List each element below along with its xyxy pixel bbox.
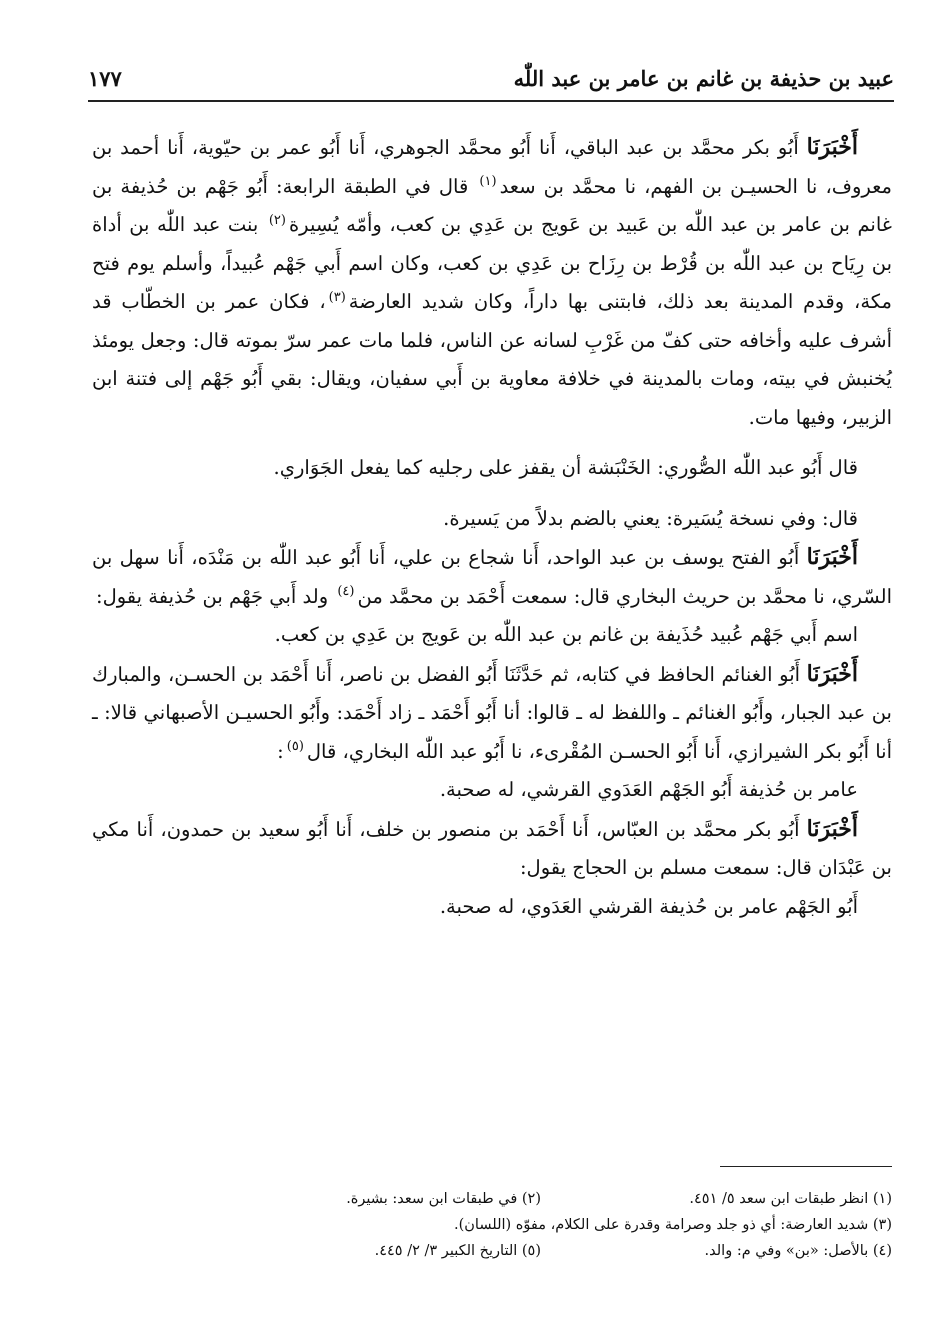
footnote-ref-1: (١) (479, 174, 497, 189)
paragraph-6 (92, 655, 892, 772)
footnote-row (190, 1186, 892, 1212)
paragraph-text: أَبُو بكر محمَّد بن العبّاس، أَنا أَحْمَد بن منصور بن خلف، أَنا أَبُو سعيد بن حمدون، أَنا مكي بن عَبْدَان قال: سمعت مسلم بن الحجاج يقول: (92, 817, 892, 879)
footnote-5: (٥) التاريخ الكبير ٣/ ٢/ ٤٤٥. (374, 1243, 541, 1259)
main-text (92, 128, 892, 926)
paragraph-text: بنت عبد اللّٰه بن أداة بن رِيَاح بن عبد اللّٰه بن قُرْط بن رِزَاح بن عَدِي بن كعب، وكان اسم أَبي جَهْم عُبيداً، وأسلم يوم فتح مكة، وقدم المدينة بعد ذلك، فابتنى بها داراً، وكان شديد العارضة (92, 213, 892, 313)
header-title: عبيد بن حذيفة بن غانم بن عامر بن عبد اللّٰه (513, 66, 894, 91)
paragraph-text: أَبُو الفتح يوسف بن عبد الواحد، أَنا شجاع بن علي، أَنا أَبُو عبد اللّٰه بن مَنْدَه، أَنا سهل بن السّري، نا محمَّد بن حريث البخاري قال: سمعت أَحْمَد بن محمَّد من (92, 546, 892, 608)
page-number: ١٧٧ (88, 66, 122, 91)
footnote-2: (٢) في طبقات ابن سعد: بشيرة. (346, 1191, 541, 1207)
footnote-4: (٤) بالأصل: «بن» وفي م: والد. (704, 1243, 892, 1259)
footnote-separator (720, 1166, 892, 1167)
paragraph-3: قال: وفي نسخة يُسَيرة: يعني بالضم بدلاً من يَسيرة. (443, 506, 858, 530)
paragraph-9: أَبُو الجَهْم عامر بن حُذيفة القرشي العَدَوي، له صحبة. (439, 894, 858, 918)
paragraph-8 (92, 810, 892, 888)
footnote-ref-4: (٤) (337, 584, 355, 599)
footnote-ref-5: (٥) (286, 739, 304, 754)
footnote-row (190, 1238, 892, 1264)
paragraph-text: : (277, 739, 284, 763)
paragraph-7: عامر بن حُذيفة أَبُو الجَهْم العَدَوي القرشي، له صحبة. (439, 778, 858, 801)
paragraph-1 (92, 128, 892, 437)
paragraph-4 (92, 538, 892, 616)
akhbarana-keyword: أَخْبَرَنَا (806, 134, 858, 160)
footnote-ref-3: (٣) (328, 289, 346, 305)
akhbarana-keyword: أَخْبَرَنَا (806, 544, 858, 570)
paragraph-5: اسم أَبي جَهْم عُبيد حُذَيفة بن غانم بن عبد اللّٰه بن عَويج بن عَدِي بن كعب. (274, 623, 858, 646)
paragraph-text: أَبُو الغنائم الحافظ في كتابه، ثم حَدَّثَنَا أَبُو الفضل بن ناصر، أَنا أَحْمَد بن الحسـن، والمبارك بن عبد الجبار، وأَبُو الغنائم ـ واللفظ له ـ قالوا: أنا أَبُو أَحْمَد ـ زاد أَحْمَد: وأَبُو الحسيـن الأصبهاني قالا: ـ أنا أَبُو بكر الشيرازي، أَنا أَبُو الحسـن المُقْرىء، نا أَبُو عبد اللّٰه البخاري، قال (92, 662, 892, 763)
footnote-row (190, 1212, 892, 1238)
footnote-ref-2: (٢) (268, 212, 286, 228)
footnote-1: (١) انظر طبقات ابن سعد ٥/ ٤٥١. (689, 1191, 892, 1207)
footnote-3: (٣) شديد العارضة: أي ذو جلد وصرامة وقدرة على الكلام، مفوّه (اللسان). (454, 1217, 892, 1233)
paragraph-text: ولد أَبي جَهْم بن حُذيفة يقول: (96, 584, 335, 608)
paragraph-text: ، فكان عمر بن الخطّاب قد أشرف عليه وأخافه حتى كفّ من غَرْبِ لسانه عن الناس، فلما مات عمر سرّ بموته قال: وجعل يومئذ يُخنبش في بيته، ومات بالمدينة في خلافة معاوية بن أَبي سفيان، ويقال: بقي أَبُو جَهْم إلى فتنة ابن الزبير، وفيها مات. (92, 290, 892, 429)
paragraph-text: أَبُو بكر محمَّد بن عبد الباقي، أَنا أَبُو محمَّد الجوهري، أَنا أَبُو عمر بن حيّوية، أَنا أحمد بن معروف، نا الحسيـن بن الفهم، نا محمَّد بن سعد (92, 136, 892, 198)
paragraph-text: قال في الطبقة الرابعة: أَبُو جَهْم بن حُذيفة بن غانم بن عامر بن عبد اللّٰه بن عَبيد بن عَويج بن عَدِي بن كعب، وأمّه يُسِيرة (92, 174, 892, 236)
akhbarana-keyword: أَخْبَرَنَا (806, 660, 858, 687)
footnotes (190, 1186, 892, 1264)
akhbarana-keyword: أَخْبَرَنَا (806, 815, 858, 842)
paragraph-2: قال أَبُو عبد اللّٰه الصُّوري: الخَنْبَشة أن يقفز على رجليه كما يفعل الجَوَاري. (273, 456, 858, 479)
header-rule (88, 100, 894, 102)
running-header (88, 66, 894, 100)
